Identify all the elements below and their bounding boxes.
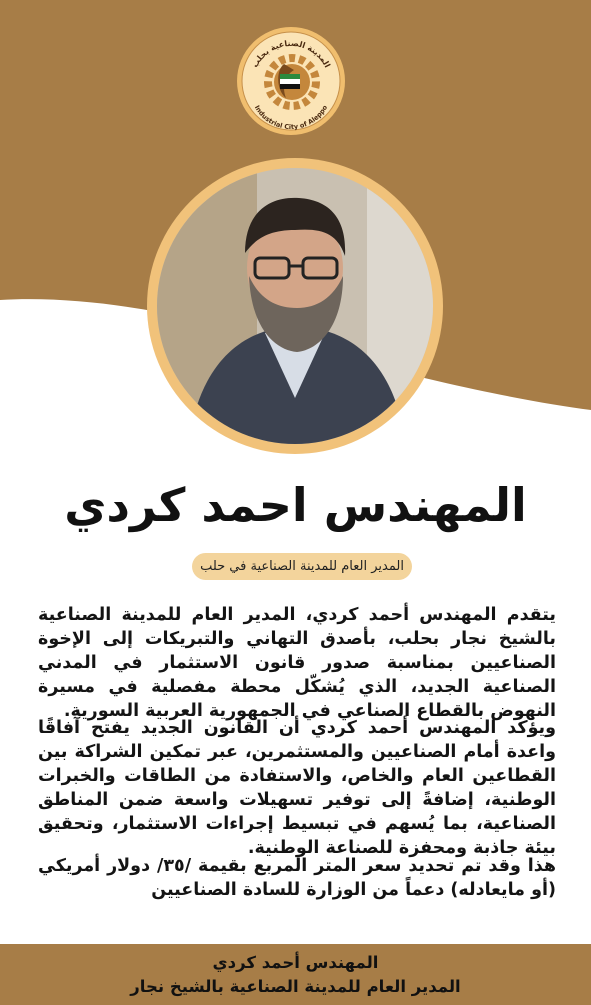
footer-signature	[0, 944, 591, 1005]
logo-bottom-text: Industrial City of Aleppo	[252, 103, 330, 132]
logo-arc-text: المدينة الصناعية بحلب	[250, 38, 332, 70]
paragraph-price: هذا وقد تم تحديد سعر المتر المربع بقيمة /٣٥/ دولار أمريكي (أو مايعادله) دعماً من الوزارة للسادة الصناعيين	[38, 856, 556, 900]
industrial-city-logo	[236, 26, 346, 136]
footer-title: المدير العام للمدينة الصناعية بالشيخ نجار	[130, 977, 461, 996]
footer-name: المهندس أحمد كردي	[212, 953, 379, 972]
paragraph-investment-law: ويؤكد المهندس أحمد كردي أن القانون الجديد يفتح آفاقًا واعدة أمام الصناعيين والمستثمرين، عبر تمكين الشراكة بين القطاعين العام والخاص، والاستفادة من الطاقات والخبرات الوطنية، إضافةً إلى توفير تسهيلات واسعة ضمن المناطق الصناعية، بما يُسهم في تبسيط إجراءات الاستثمار، وتحقيق بيئة جاذبة ومحفزة للصناعة الوطنية.	[38, 718, 556, 858]
person-name: المهندس احمد كردي	[64, 478, 527, 532]
portrait-photo	[147, 158, 443, 454]
paragraph-congratulations: يتقدم المهندس أحمد كردي، المدير العام للمدينة الصناعية بالشيخ نجار بحلب، بأصدق التهاني والتبريكات إلى الإخوة الصناعيين بمناسبة صدور قانون الاستثمار في المدني الصناعية الجديد، الذي يُشكّل محطة مفصلية في مسيرة النهوض بالقطاع الصناعي في الجمهورية العربية السورية.	[38, 605, 556, 721]
role-badge: المدير العام للمدينة الصناعية في حلب	[192, 553, 412, 580]
